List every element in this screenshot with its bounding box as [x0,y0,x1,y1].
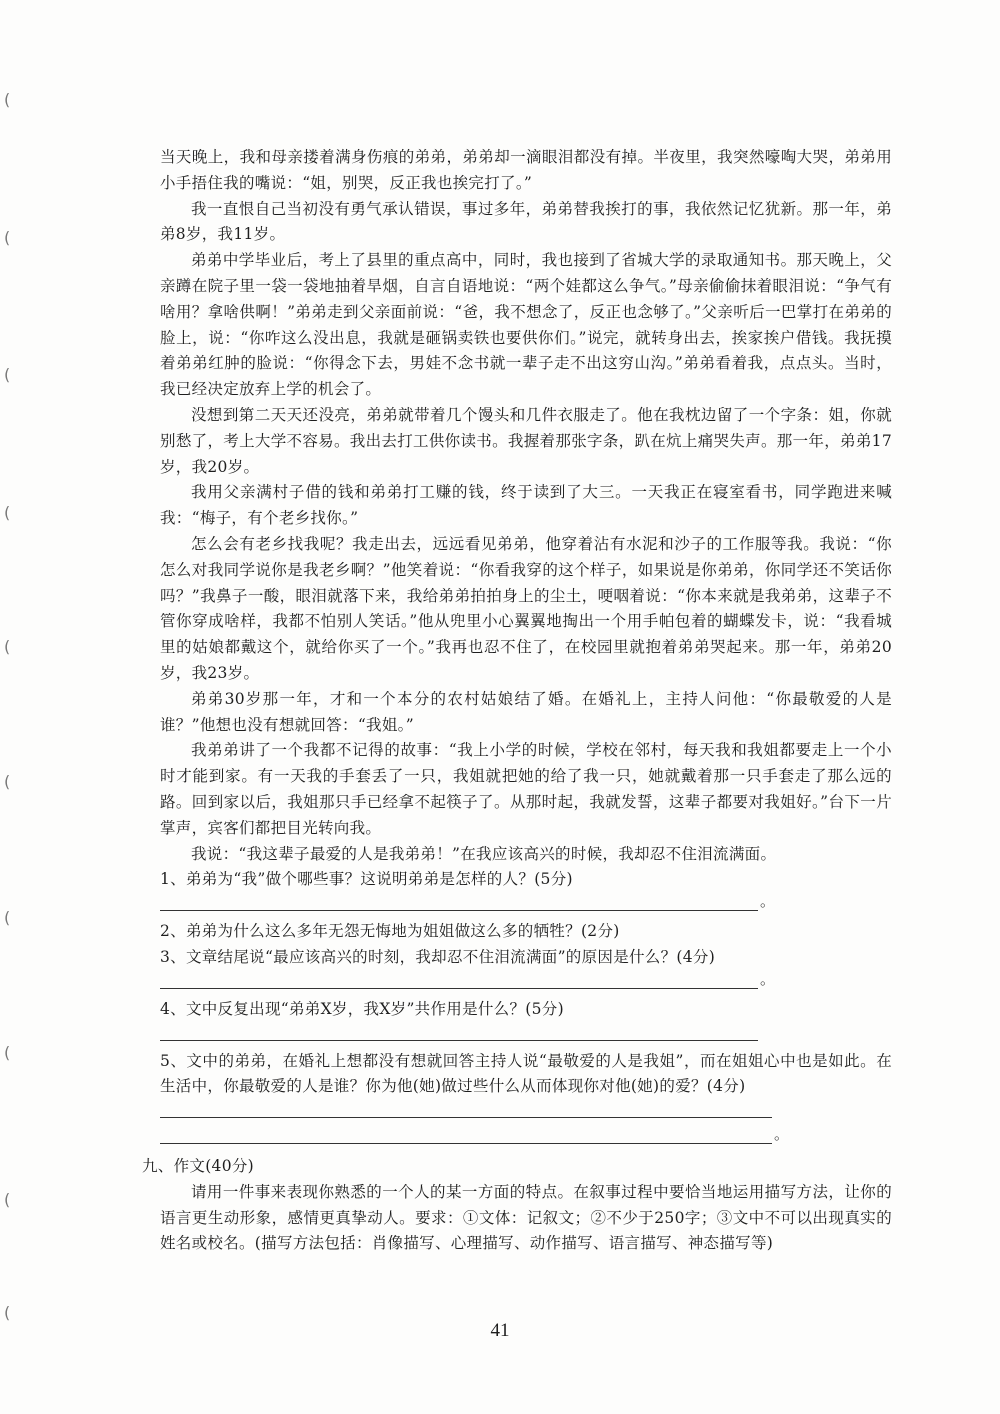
binding-hole-mark: ( [4,1190,11,1209]
binding-hole-mark: ( [4,503,11,522]
reading-passage-and-questions [142,145,892,1257]
binding-hole-mark: ( [4,637,11,656]
binding-hole-mark: ( [4,365,11,384]
answer-line[interactable] [160,971,892,993]
story-paragraph: 没想到第二天天还没亮，弟弟就带着几个馒头和几件衣服走了。他在我枕边留了一个字条：姐，你就别愁了，考上大学不容易。我出去打工供你读书。我握着那张字条，趴在炕上痛哭失声。那一年，弟弟17岁，我20岁。 [160,405,892,476]
line-end-mark: 。 [760,892,776,911]
story-paragraph: 弟弟30岁那一年，才和一个本分的农村姑娘结了婚。在婚礼上，主持人问他：“你最敬爱的人是谁？”他想也没有想就回答：“我姐。” [160,689,892,734]
binding-hole-mark: ( [4,1303,11,1322]
question-4: 4、文中反复出现“弟弟X岁，我X岁”共作用是什么？(5分) [160,999,564,1018]
question-1: 1、弟弟为“我”做个哪些事？这说明弟弟是怎样的人？(5分) [160,870,573,889]
binding-hole-mark: ( [4,228,11,247]
composition-heading: 九、作文(40分) [142,1157,255,1176]
answer-line[interactable] [160,1023,892,1045]
answer-line[interactable] [160,1126,892,1148]
page-number: 41 [490,1320,510,1341]
story-paragraph: 我一直恨自己当初没有勇气承认错误，事过多年，弟弟替我挨打的事，我依然记忆犹新。那一年，弟弟8岁，我11岁。 [160,199,892,244]
question-2: 2、弟弟为什么这么多年无怨无悔地为姐姐做这么多的牺牲？(2分) [160,922,620,941]
binding-hole-mark: ( [4,1043,11,1062]
story-paragraph: 怎么会有老乡找我呢？我走出去，远远看见弟弟，他穿着沾有水泥和沙子的工作服等我。我说：“你怎么对我同学说你是我老乡啊？”他笑着说：“你看我穿的这个样子，如果说是你弟弟，你同学还不笑话你吗？”我鼻子一酸，眼泪就落下来，我给弟弟拍拍身上的尘土，哽咽着说：“你本来就是我弟弟，这辈子不管你穿成啥样，我都不怕别人笑话。”他从兜里小心翼翼地掏出一个用手帕包着的蝴蝶发卡，说：“我看城里的姑娘都戴这个，就给你买了一个。”我再也忍不住了，在校园里就抱着弟弟哭起来。那一年，弟弟20岁，我23岁。 [160,534,892,682]
story-paragraph: 我弟弟讲了一个我都不记得的故事：“我上小学的时候，学校在邻村，每天我和我姐都要走上一个小时才能到家。有一天我的手套丢了一只，我姐就把她的给了我一只，她就戴着那一只手套走了那么远的路。回到家以后，我姐那只手已经拿不起筷子了。从那时起，我就发誓，这辈子都要对我姐好。”台下一片掌声，宾客们都把目光转向我。 [160,741,892,837]
question-5: 5、文中的弟弟，在婚礼上想都没有想就回答主持人说“最敬爱的人是我姐”，而在姐姐心中也是如此。在生活中，你最敬爱的人是谁？你为他(她)做过些什么从而体现你对他(她)的爱？(4分) [160,1051,892,1096]
question-3: 3、文章结尾说“最应该高兴的时刻，我却忍不住泪流满面”的原因是什么？(4分) [160,947,716,966]
answer-line[interactable] [160,1100,892,1122]
story-paragraph: 我说：“我这辈子最爱的人是我弟弟！”在我应该高兴的时候，我却忍不住泪流满面。 [191,844,777,863]
story-paragraph: 我用父亲满村子借的钱和弟弟打工赚的钱，终于读到了大三。一天我正在寝室看书，同学跑进来喊我：“梅子，有个老乡找你。” [160,483,892,528]
binding-hole-mark: ( [4,908,11,927]
binding-hole-mark: ( [4,772,11,791]
line-end-mark: 。 [774,1125,790,1144]
composition-prompt: 请用一件事来表现你熟悉的一个人的某一方面的特点。在叙事过程中要恰当地运用描写方法，让你的语言更生动形象，感情更真挚动人。要求：①文体：记叙文；②不少于250字；③文中不可以出现真实的姓名或校名。(描写方法包括：肖像描写、心理描写、动作描写、语言描写、神态描写等) [160,1182,892,1253]
line-end-mark: 。 [760,969,776,988]
story-paragraph: 当天晚上，我和母亲搂着满身伤痕的弟弟，弟弟却一滴眼泪都没有掉。半夜里，我突然嚎啕大哭，弟弟用小手捂住我的嘴说：“姐，别哭，反正我也挨完打了。” [160,148,892,192]
story-paragraph: 弟弟中学毕业后，考上了县里的重点高中，同时，我也接到了省城大学的录取通知书。那天晚上，父亲蹲在院子里一袋一袋地抽着旱烟，自言自语地说：“两个娃都这么争气。”母亲偷偷抹着眼泪说：“争气有啥用？拿啥供啊！”弟弟走到父亲面前说：“爸，我不想念了，反正也念够了。”父亲听后一巴掌打在弟弟的脸上，说：“你咋这么没出息，我就是砸锅卖铁也要供你们。”说完，就转身出去，挨家挨户借钱。我抚摸着弟弟红肿的脸说：“你得念下去，男娃不念书就一辈子走不出这穷山沟。”弟弟看着我，点点头。当时，我已经决定放弃上学的机会了。 [160,251,892,399]
binding-hole-mark: ( [4,90,11,109]
answer-line[interactable] [160,893,892,915]
